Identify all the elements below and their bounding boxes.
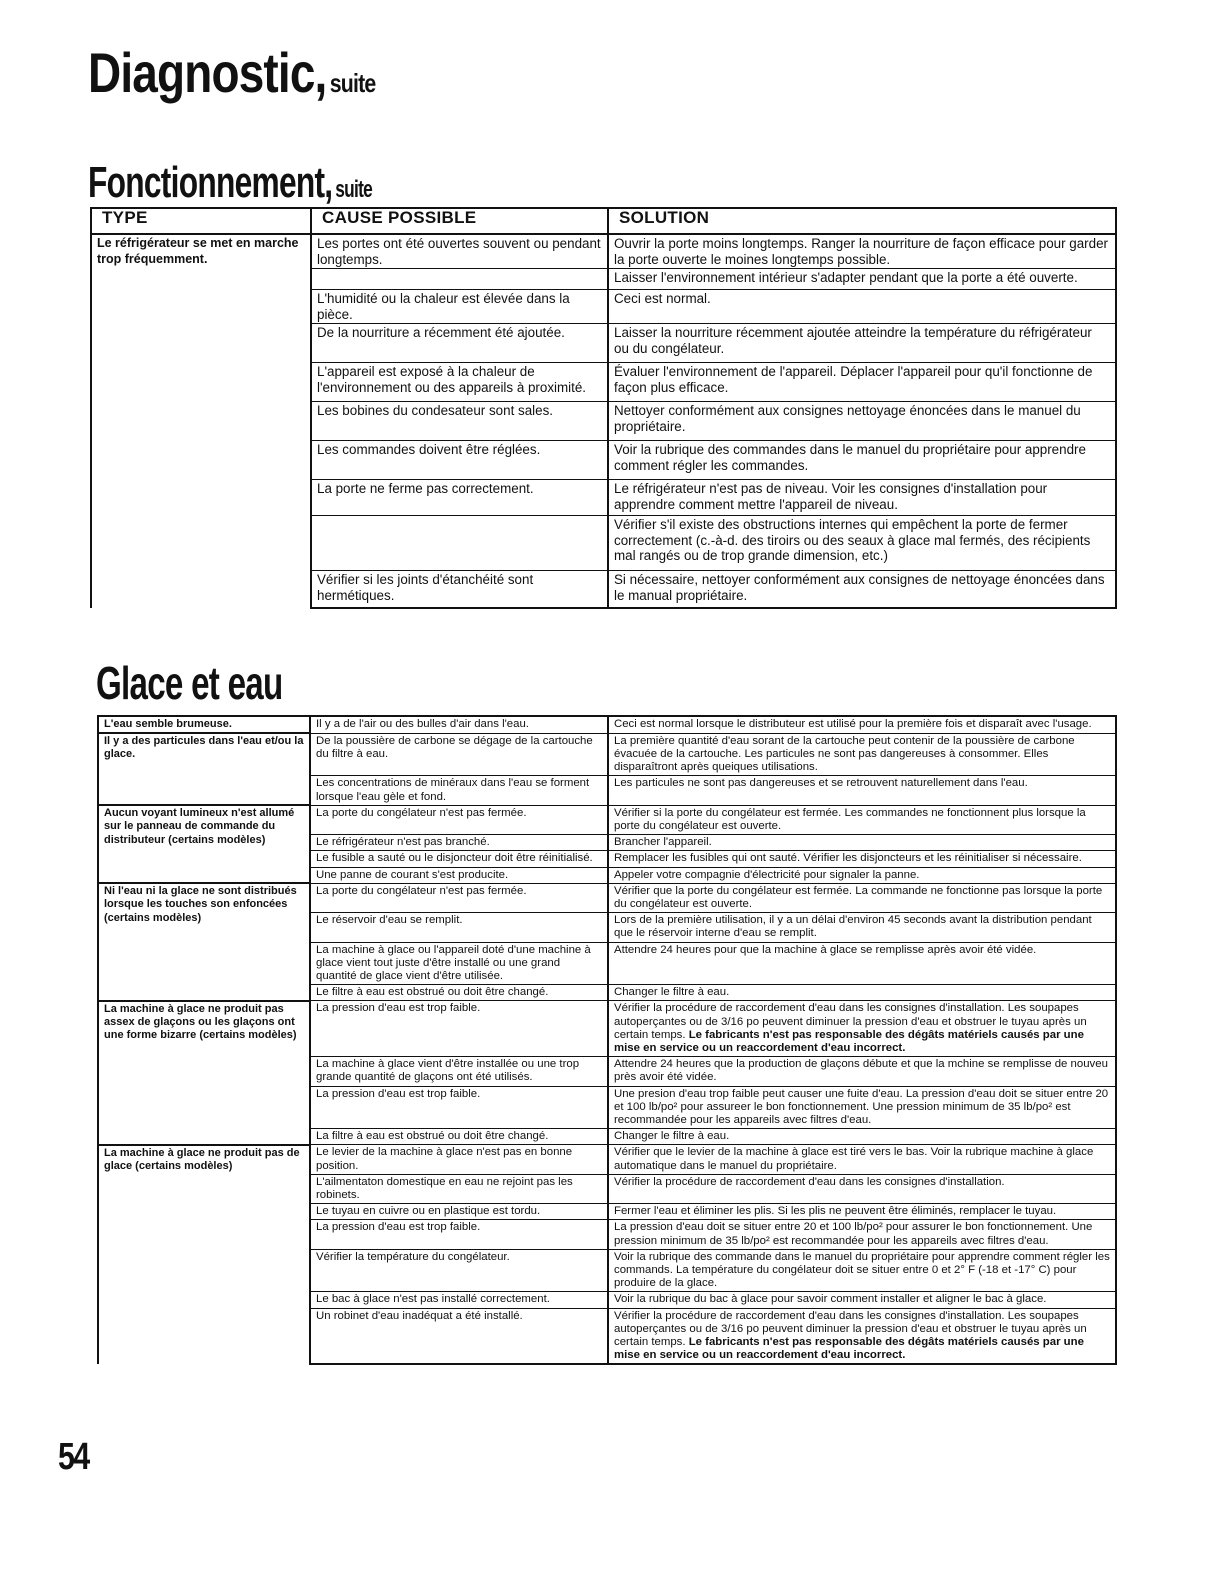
table-row [98,883,1116,912]
solution-cell: Voir la rubrique des commandes dans le manuel du propriétaire pour apprendre comment régler les commandes. [608,441,1116,480]
fonctionnement-table [90,207,1117,609]
cause-cell: Le levier de la machine à glace n'est pas en bonne position. [310,1145,608,1174]
solution-text: Voir la rubrique du bac à glace pour savoir comment installer et aligner le bac à glace. [614,1293,1047,1306]
cause-cell: La porte du congélateur n'est pas fermée. [310,883,608,912]
cause-cell: L'ailmentaton domestique en eau ne rejoint pas les robinets. [310,1174,608,1203]
table-row [98,733,1116,776]
solution-text: Attendre 24 heures pour que la machine à glace se remplisse après avoir été vidée. [614,943,1037,956]
cause-cell: La filtre à eau est obstrué ou doit être changé. [310,1129,608,1145]
table-row [98,716,1116,733]
cause-cell: Vérifier la température du congélateur. [310,1249,608,1292]
solution-cell: Nettoyer conformément aux consignes nettoyage énoncées dans le manuel du propriétaire. [608,402,1116,441]
cause-cell: De la poussière de carbone se dégage de la cartouche du filtre à eau. [310,733,608,776]
column-header: CAUSE POSSIBLE [311,208,608,234]
cause-cell: La porte du congélateur n'est pas fermée. [310,805,608,834]
solution-cell: Le réfrigérateur n'est pas de niveau. Voir les consignes d'installation pour apprendre comment mettre l'appareil de niveau. [608,480,1116,516]
solution-cell [608,835,1116,851]
solution-text: Une presion d'eau trop faible peut causer une fuite d'eau. La pression d'eau doit se situer entre 20 et 100 lb/po² pour assureer le bon fonctionnement. Une pression minimum de 35 lb/po² est recommandée pour les appareils avec filtres d'eau. [614,1087,1109,1126]
table-row [98,805,1116,834]
cause-cell: Une panne de courant s'est producite. [310,867,608,883]
solution-cell: Ceci est normal. [608,290,1116,324]
table-row [98,1145,1116,1174]
solution-text: Attendre 24 heures que la production de glaçons débute et que la mchine se remplisse de nouveu près avoir été vidée. [614,1058,1108,1084]
solution-text: Fermer l'eau et éliminer les plis. Si les plis ne peuvent être éliminés, remplacer le tuyau. [614,1205,1057,1218]
cause-cell: De la nourriture a récemment été ajoutée. [311,324,608,363]
cause-cell: Les bobines du condesateur sont sales. [311,402,608,441]
solution-cell [608,1129,1116,1145]
cause-cell [311,516,608,571]
solution-text: Vérifier la procédure de raccordement d'eau dans les consignes d'installation. Les soupapes autoperçantes ou de 3/16 po peuvent diminuer la pression d'eau et obstruer le tuyau après un certain temps. [614,1309,1087,1349]
solution-cell [608,1204,1116,1220]
solution-text: Appeler votre compagnie d'électricité pour signaler la panne. [614,868,920,881]
type-cell: Le réfrigérateur se met en marche trop fréquemment. [91,234,311,608]
cause-cell: Les concentrations de minéraux dans l'eau se forment lorsque l'eau gèle et fond. [310,776,608,805]
solution-warning: Le fabricants n'est pas responsable des dégâts matériels causés par une mise en service ou un reaccordement d'eau incorrect. [614,1336,1084,1362]
solution-cell [608,867,1116,883]
type-cell: Ni l'eau ni la glace ne sont distribués lorsque les touches son enfoncées (certains modèles) [98,883,310,1001]
glace-table [97,715,1117,1365]
solution-text: La première quantité d'eau sorant de la cartouche peut contenir de la poussière de carbone évacuée de la cartouche. Les particules ne sont pas dangereuses à consommer. Elles disparaîtront après queiques utilisations. [614,734,1075,774]
solution-text: Les particules ne sont pas dangereuses et se retrouvent naturellement dans l'eau. [614,777,1028,790]
title-suffix: suite [329,68,376,98]
cause-cell: Le filtre à eau est obstrué ou doit être changé. [310,985,608,1001]
solution-cell [608,1220,1116,1249]
solution-cell: Laisser la nourriture récemment ajoutée atteindre la température du réfrigérateur ou du congélateur. [608,324,1116,363]
table-row [91,234,1116,269]
solution-cell: Laisser l'environnement intérieur s'adapter pendant que la porte a été ouverte. [608,269,1116,290]
solution-cell [608,1174,1116,1203]
cause-cell [311,269,608,290]
section-title-suffix: suite [335,176,373,203]
page-number: 54 [58,1436,89,1478]
cause-cell: La porte ne ferme pas correctement. [311,480,608,516]
section-title-main: Fonctionnement, [88,158,333,207]
solution-cell [608,942,1116,985]
table-header-row [91,208,1116,234]
cause-cell: Vérifier si les joints d'étanchéité sont hermétiques. [311,571,608,609]
type-cell: La machine à glace ne produit pas assex de glaçons ou les glaçons ont une forme bizarre (certains modèles) [98,1001,310,1145]
type-cell: L'eau semble brumeuse. [98,716,310,733]
section-title-fonctionnement [88,158,372,208]
solution-cell: Évaluer l'environnement de l'appareil. Déplacer l'appareil pour qu'il fonctionne de façon plus efficace. [608,363,1116,402]
solution-cell: Ouvrir la porte moins longtemps. Ranger la nourriture de façon efficace pour garder la porte ouverte le moines longtemps possible. [608,234,1116,269]
cause-cell: Il y a de l'air ou des bulles d'air dans l'eau. [310,716,608,733]
solution-text: Voir la rubrique des commande dans le manuel du propriétaire pour apprendre comment régler les commands. La température du congélateur doit se situer entre 0 et 2° F (-18 et -17° C) pour produire de la glace. [614,1250,1110,1290]
type-cell: Aucun voyant lumineux n'est allumé sur le panneau de commande du distributeur (certains modèles) [98,805,310,883]
column-header: TYPE [91,208,311,234]
cause-cell: La pression d'eau est trop faible. [310,1001,608,1057]
solution-text: Lors de la première utilisation, il y a un délai d'environ 45 seconds avant la distribution pendant que le réservoir interne d'eau se remplit. [614,914,1092,940]
solution-text: Brancher l'appareil. [614,836,712,849]
section-title-glace [96,656,283,710]
cause-cell: La machine à glace ou l'appareil doté d'une machine à glace vient tout juste d'être installé ou une grand quantité de glace vient d'être utilisée. [310,942,608,985]
cause-cell: Le réservoir d'eau se remplit. [310,913,608,942]
type-cell: Il y a des particules dans l'eau et/ou la glace. [98,733,310,805]
cause-cell: Les portes ont été ouvertes souvent ou pendant longtemps. [311,234,608,269]
column-header: SOLUTION [608,208,1116,234]
solution-cell [608,883,1116,912]
solution-cell [608,1086,1116,1129]
solution-cell [608,913,1116,942]
solution-cell [608,1057,1116,1086]
solution-text: Ceci est normal lorsque le distributeur est utilisé pour la première fois et disparaît avec l'usage. [614,718,1092,730]
solution-cell [608,985,1116,1001]
solution-text: La pression d'eau doit se situer entre 20 et 100 lb/po² pour assurer le bon fonctionnement. Une pression minimum de 35 lb/po² est recommandée pour les appareils avec filtres d'eau. [614,1221,1093,1247]
title-main: Diagnostic, [88,41,327,104]
solution-cell [608,805,1116,834]
solution-cell [608,1292,1116,1308]
solution-text: Changer le filtre à eau. [614,986,730,999]
cause-cell: Le réfrigérateur n'est pas branché. [310,835,608,851]
solution-cell [608,1249,1116,1292]
cause-cell: La machine à glace vient d'être installée ou une trop grande quantité de glaçons ont été utilisés. [310,1057,608,1086]
cause-cell: Le bac à glace n'est pas installé correctement. [310,1292,608,1308]
cause-cell: L'humidité ou la chaleur est élevée dans la pièce. [311,290,608,324]
table-row [98,1001,1116,1057]
solution-text: Vérifier si la porte du congélateur est fermée. Les commandes ne fonctionnent plus lorsque la porte du congélateur est ouverte. [614,806,1086,832]
solution-cell [608,1145,1116,1174]
cause-cell: Les commandes doivent être réglées. [311,441,608,480]
solution-cell [608,851,1116,867]
cause-cell: La pression d'eau est trop faible. [310,1220,608,1249]
solution-text: Remplacer les fusibles qui ont sauté. Vérifier les disjoncteurs et les réinitialiser si nécessaire. [614,852,1082,865]
page-title [88,40,375,105]
solution-cell: Si nécessaire, nettoyer conformément aux consignes de nettoyage énoncées dans le manual propriétaire. [608,571,1116,609]
type-cell: La machine à glace ne produit pas de glace (certains modèles) [98,1145,310,1365]
cause-cell: La pression d'eau est trop faible. [310,1086,608,1129]
cause-cell: Le fusible a sauté ou le disjoncteur doit être réinitialisé. [310,851,608,867]
solution-warning: Le fabricants n'est pas responsable des dégâts matériels causés par une mise en service ou un reaccordement d'eau incorrect. [614,1028,1084,1054]
cause-cell: L'appareil est exposé à la chaleur de l'environnement ou des appareils à proximité. [311,363,608,402]
solution-cell [608,733,1116,776]
cause-cell: Un robinet d'eau inadéquat a été installé. [310,1308,608,1364]
solution-cell [608,776,1116,805]
cause-cell: Le tuyau en cuivre ou en plastique est tordu. [310,1204,608,1220]
solution-text: Vérifier la procédure de raccordement d'eau dans les consignes d'installation. Les soupapes autoperçantes ou de 3/16 po peuvent diminuer la pression d'eau et obstruer le tuyau après un certain temps. [614,1002,1087,1041]
solution-cell [608,1001,1116,1057]
solution-text: Vérifier que la porte du congélateur est fermée. La commande ne fonctionne pas lorsque la porte du congélateur est ouverte. [614,884,1103,910]
solution-cell: Vérifier s'il existe des obstructions internes qui empêchent la porte de fermer correctement (c.-à-d. des tiroirs ou des seaux à glace mal fermés, des récipients mal rangés ou de trop grande dimension, etc.) [608,516,1116,571]
solution-cell [608,1308,1116,1364]
solution-cell [608,716,1116,733]
section-title-main: Glace et eau [96,657,283,709]
solution-text: Vérifier que le levier de la machine à glace est tiré vers le bas. Voir la rubrique machine à glace automatique dans le manuel du propriétaire. [614,1146,1094,1172]
solution-text: Changer le filtre à eau. [614,1130,730,1143]
solution-text: Vérifier la procédure de raccordement d'eau dans les consignes d'installation. [614,1175,1005,1188]
